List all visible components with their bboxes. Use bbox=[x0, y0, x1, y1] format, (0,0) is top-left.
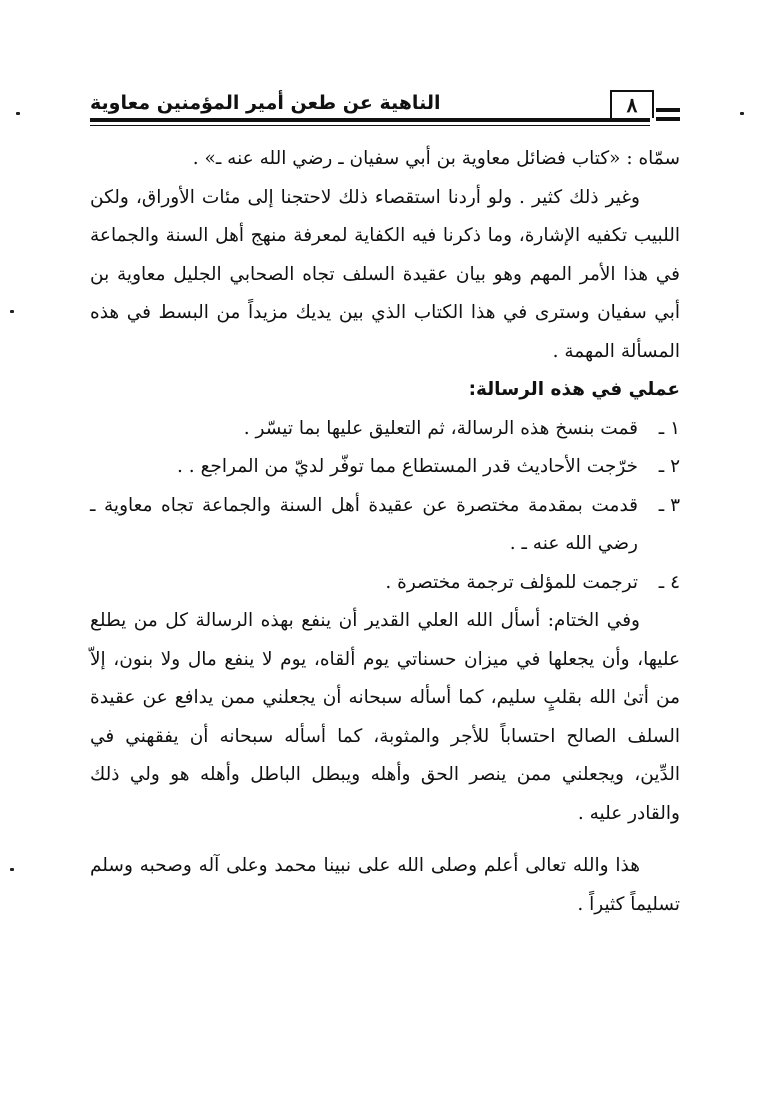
list-item-number: ١ ـ bbox=[658, 417, 680, 439]
body-text bbox=[90, 140, 680, 924]
list-item-number: ٢ ـ bbox=[658, 456, 680, 477]
paragraph-book-title: سمّاه : «كتاب فضائل معاوية بن أبي سفيان ـ رضي الله عنه ـ» . bbox=[192, 148, 680, 169]
list-item-text: قدمت بمقدمة مختصرة عن عقيدة أهل السنة والجماعة تجاه معاوية ـ رضي الله عنه ـ . bbox=[90, 494, 638, 554]
header-rule-thin bbox=[90, 125, 650, 126]
list-item-text: خرّجت الأحاديث قدر المستطاع مما توفّر لديّ من المراجع . . bbox=[177, 456, 638, 477]
list-item bbox=[90, 564, 680, 603]
paragraph-salaf-creed: وغير ذلك كثير . ولو أردنا استقصاء ذلك لاحتجنا إلى مئات الأوراق، ولكن اللبيب تكفيه الإشارة، وما ذكرنا فيه الكفاية لمعرفة منهج أهل السنة والجماعة في هذا الأمر المهم وهو بيان عقيدة السلف تجاه الصحابي الجليل معاوية بن أبي سفيان وسترى في هذا الكتاب الذي بين يديك مزيداً من البسط في هذه المسألة المهمة . bbox=[90, 186, 680, 362]
list-item-number: ٤ ـ bbox=[658, 571, 680, 593]
list-item-number: ٣ ـ bbox=[658, 494, 680, 516]
paragraph-final-blessing: هذا والله تعالى أعلم وصلى الله على نبينا محمد وعلى آله وصحبه وسلم تسليماً كثيراً . bbox=[90, 855, 680, 915]
page-number: ٨ bbox=[610, 90, 654, 118]
scan-speck bbox=[740, 112, 744, 115]
scan-speck bbox=[10, 310, 14, 313]
running-header bbox=[90, 90, 680, 134]
list-item-text: ترجمت للمؤلف ترجمة مختصرة . bbox=[385, 571, 638, 593]
section-heading: عملي في هذه الرسالة: bbox=[468, 379, 680, 400]
header-ornament-dash bbox=[656, 117, 680, 121]
header-title: الناهية عن طعن أمير المؤمنين معاوية bbox=[90, 92, 441, 114]
header-rule-thick bbox=[90, 118, 650, 122]
list-item bbox=[90, 410, 680, 449]
list-item bbox=[90, 448, 680, 487]
scan-speck bbox=[10, 868, 14, 871]
header-ornament-dash bbox=[656, 108, 680, 112]
scan-speck bbox=[16, 112, 20, 115]
paragraph-gap bbox=[90, 833, 680, 847]
list-item-text: قمت بنسخ هذه الرسالة، ثم التعليق عليها بما تيسّر . bbox=[243, 417, 638, 439]
paragraph-closing: وفي الختام: أسأل الله العلي القدير أن ينفع بهذه الرسالة كل من يطلع عليها، وأن يجعلها في ميزان حسناتي يوم ألقاه، يوم لا ينفع مال ولا بنون، إلاّ من أتىٰ الله بقلبٍ سليم، كما أسأله سبحانه أن يجعلني ممن يدافع عن عقيدة السلف الصالح احتساباً للأجر والمثوبة، كما أسأله سبحانه أن يفقهني في الدِّين، ويجعلني ممن ينصر الحق وأهله ويبطل الباطل وأهله هو ولي ذلك والقادر عليه . bbox=[90, 610, 680, 824]
list-item bbox=[90, 487, 680, 564]
